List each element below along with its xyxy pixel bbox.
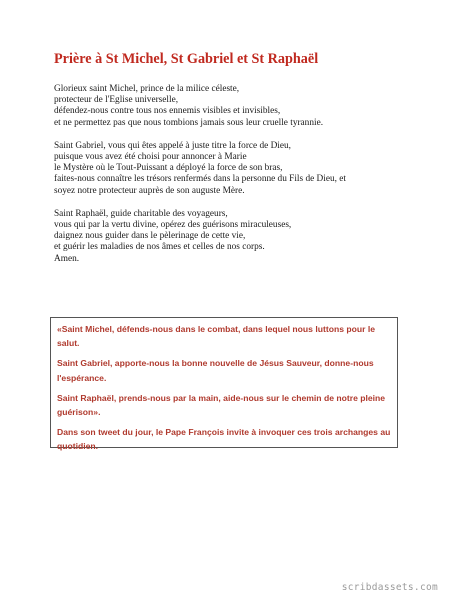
quote-paragraph: Saint Gabriel, apporte-nous la bonne nouvelle de Jésus Sauveur, donne-nous l'espérance.	[57, 358, 374, 383]
watermark: scribdassets.com	[341, 582, 438, 593]
prayer-line: faites-nous connaître les trésors renfermés dans la personne du Fils de Dieu, et	[54, 174, 346, 185]
prayer-list	[54, 84, 424, 277]
prayer-line: Saint Raphaël, guide charitable des voyageurs,	[54, 208, 228, 219]
prayer-saint-michel	[54, 84, 424, 129]
prayer-line: le Mystère où le Tout-Puissant a déployé la force de son bras,	[54, 163, 283, 174]
prayer-line: Amen.	[54, 253, 80, 264]
prayer-line: vous qui par la vertu divine, opérez des guérisons miraculeuses,	[54, 220, 292, 231]
prayer-line: soyez notre protecteur auprès de son auguste Mère.	[54, 185, 245, 196]
prayer-line: daignez nous guider dans le pèlerinage de cette vie,	[54, 231, 246, 242]
prayer-line: protecteur de l'Eglise universelle,	[54, 95, 179, 106]
quote-paragraph: Dans son tweet du jour, le Pape François invite à invoquer ces trois archanges au quotidien.	[57, 427, 391, 452]
quote-paragraph: Saint Raphaël, prends-nous par la main, aide-nous sur le chemin de notre pleine guérison».	[57, 392, 386, 418]
prayer-line: Glorieux saint Michel, prince de la milice céleste,	[54, 84, 240, 94]
prayer-saint-gabriel	[54, 141, 424, 197]
prayer-line: et ne permettez pas que nous tombions jamais sous leur cruelle tyrannie.	[54, 117, 324, 128]
quote-paragraph: «Saint Michel, défends-nous dans le combat, dans lequel nous luttons pour le salut.	[57, 324, 376, 349]
prayer-line: puisque vous avez été choisi pour annoncer à Marie	[54, 152, 247, 163]
prayer-line: défendez-nous contre tous nos ennemis visibles et invisibles,	[54, 106, 281, 117]
prayer-line: et guérir les maladies de nos âmes et celles de nos corps.	[54, 242, 265, 253]
prayer-line: Saint Gabriel, vous qui êtes appelé à juste titre la force de Dieu,	[54, 140, 291, 151]
prayer-saint-raphael	[54, 209, 424, 265]
page-title: Prière à St Michel, St Gabriel et St Raphaël	[54, 51, 319, 67]
quote-box	[50, 317, 398, 452]
